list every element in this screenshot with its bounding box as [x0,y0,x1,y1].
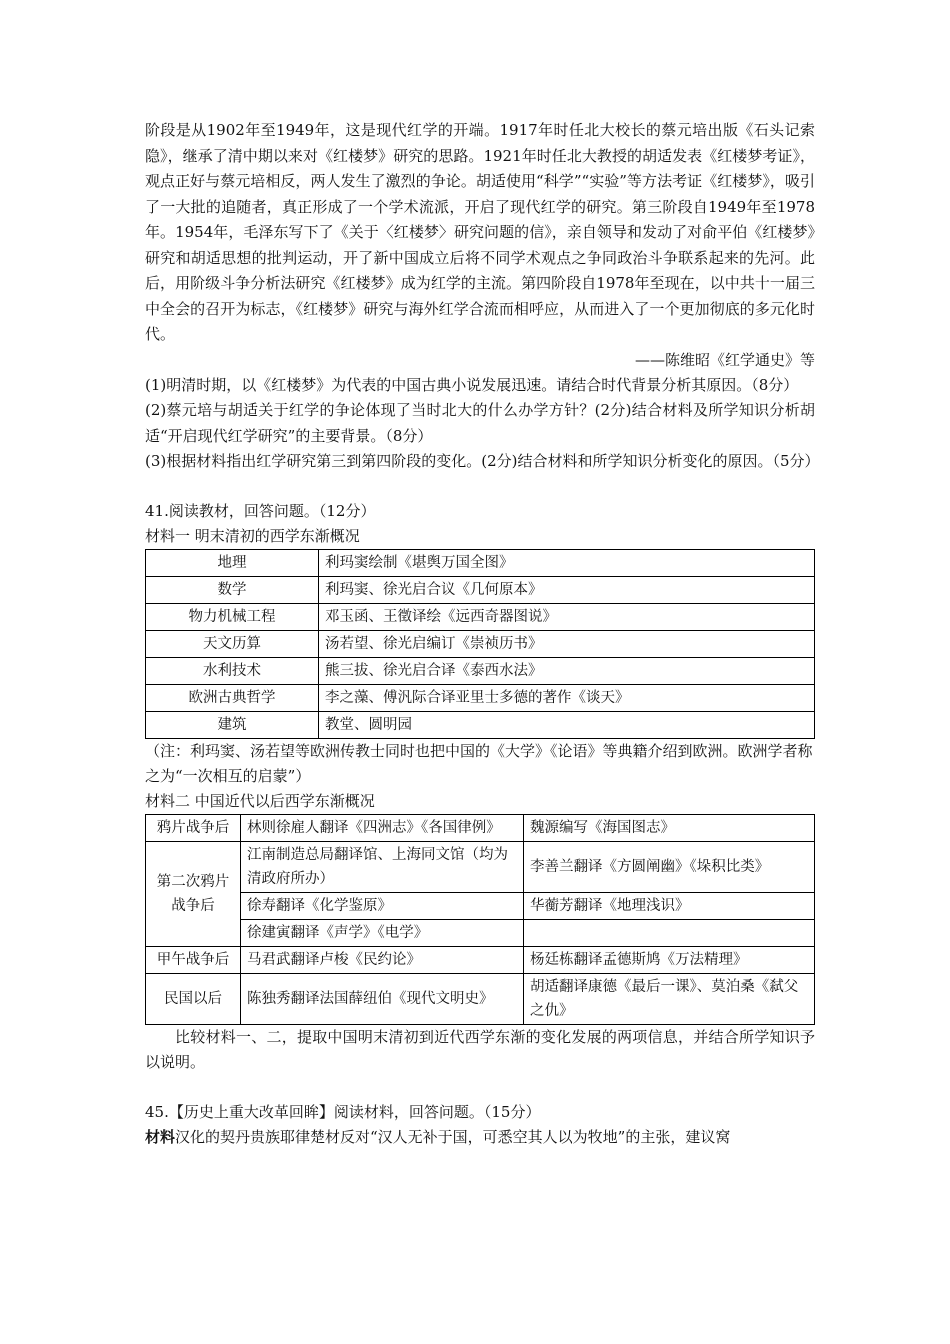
table-row [146,630,815,657]
period-cell: 民国以后 [146,973,241,1024]
q45-material [145,1125,815,1151]
table-row [146,549,815,576]
content-cell: 华蘅芳翻译《地理浅识》 [524,892,815,919]
field-cell: 数学 [146,576,319,603]
content-cell: 教堂、圆明园 [319,711,815,738]
table-row [146,814,815,841]
field-cell: 水利技术 [146,657,319,684]
content-cell: 汤若望、徐光启编订《崇祯历书》 [319,630,815,657]
passage-paragraph: 阶段是从1902年至1949年，这是现代红学的开端。1917年时任北大校长的蔡元培出版《石头记索隐》，继承了清中期以来对《红楼梦》研究的思路。1921年时任北大教授的胡适发表《红楼梦考证》，观点正好与蔡元培相反，两人发生了激烈的争论。胡适使用“科学”“实验”等方法考证《红楼梦》，吸引了一大批的追随者，真正形成了一个学术流派，开启了现代红学的研究。第三阶段自1949年至1978年。1954年，毛泽东写下了《关于〈红楼梦〉研究问题的信》，亲自领导和发动了对俞平伯《红楼梦》研究和胡适思想的批判运动，开了新中国成立后将不同学术观点之争同政治斗争联系起来的先河。此后，用阶级斗争分析法研究《红楼梦》成为红学的主流。第四阶段自1978年至现在，以中共十一届三中全会的召开为标志，《红楼梦》研究与海外红学合流而相呼应，从而进入了一个更加彻底的多元化时代。 [145,121,815,343]
content-cell: 魏源编写《海国图志》 [524,814,815,841]
table-row [146,892,815,919]
field-cell: 地理 [146,549,319,576]
material-text: 汉化的契丹贵族耶律楚材反对“汉人无补于国，可悉空其人以为牧地”的主张，建议窝 [175,1127,731,1146]
material2-table [145,814,815,1025]
material1-caption: 材料一 明末清初的西学东渐概况 [145,526,360,545]
table-row [146,973,815,1024]
exam-page [145,118,820,1150]
q41-title: 41.阅读教材，回答问题。（12分） [145,501,376,520]
question-3: (3)根据材料指出红学研究第三到第四阶段的变化。(2分)结合材料和所学知识分析变化的原因。（5分） [145,452,820,470]
content-cell: 徐寿翻译《化学鉴原》 [241,892,524,919]
content-cell: 李之藻、傅汎际合译亚里士多德的著作《谈天》 [319,684,815,711]
period-cell: 甲午战争后 [146,946,241,973]
content-cell: 邓玉函、王徵译绘《远西奇器图说》 [319,603,815,630]
material-label: 材料 [145,1127,176,1146]
passage-source: ——陈维昭《红学通史》等 [634,350,815,369]
period-cell: 鸦片战争后 [146,814,241,841]
content-cell: 杨廷栋翻译孟德斯鸠《万法精理》 [524,946,815,973]
content-cell: 陈独秀翻译法国薛纽伯《现代文明史》 [241,973,524,1024]
field-cell: 物力机械工程 [146,603,319,630]
table-row [146,711,815,738]
material1-note: （注：利玛窦、汤若望等欧洲传教士同时也把中国的《大学》《论语》等典籍介绍到欧洲。欧洲学者称之为“一次相互的启蒙”） [145,741,813,785]
table-row [146,919,815,946]
table-row [146,603,815,630]
content-cell: 林则徐雇人翻译《四洲志》《各国律例》 [241,814,524,841]
field-cell: 欧洲古典哲学 [146,684,319,711]
material1-table [145,549,815,739]
content-cell: 马君武翻译卢梭《民约论》 [241,946,524,973]
q45-title: 45.【历史上重大改革回眸】阅读材料，回答问题。（15分） [145,1102,541,1121]
table-row [146,841,815,892]
table-row [146,576,815,603]
content-cell: 江南制造总局翻译馆、上海同文馆（均为清政府所办） [241,841,524,892]
question-2: (2)蔡元培与胡适关于红学的争论体现了当时北大的什么办学方针？(2分)结合材料及所学知识分析胡适“开启现代红学研究”的主要背景。（8分） [145,401,815,445]
question-1: (1)明清时期，以《红楼梦》为代表的中国古典小说发展迅速。请结合时代背景分析其原因。（8分） [145,375,799,394]
field-cell: 建筑 [146,711,319,738]
material2-caption: 材料二 中国近代以后西学东渐概况 [145,791,375,810]
table-row [146,946,815,973]
empty-cell [524,919,815,946]
period-cell: 第二次鸦片战争后 [146,841,241,946]
q41-prompt: 比较材料一、二，提取中国明末清初到近代西学东渐的变化发展的两项信息，并结合所学知识予以说明。 [145,1027,815,1071]
table-row [146,684,815,711]
content-cell: 徐建寅翻译《声学》《电学》 [241,919,524,946]
content-cell: 李善兰翻译《方圆阐幽》《垛积比类》 [524,841,815,892]
table-row [146,657,815,684]
content-cell: 熊三拔、徐光启合译《泰西水法》 [319,657,815,684]
content-cell: 利玛窦、徐光启合议《几何原本》 [319,576,815,603]
content-cell: 胡适翻译康德《最后一课》、莫泊桑《弑父之仇》 [524,973,815,1024]
content-cell: 利玛窦绘制《堪舆万国全图》 [319,549,815,576]
field-cell: 天文历算 [146,630,319,657]
